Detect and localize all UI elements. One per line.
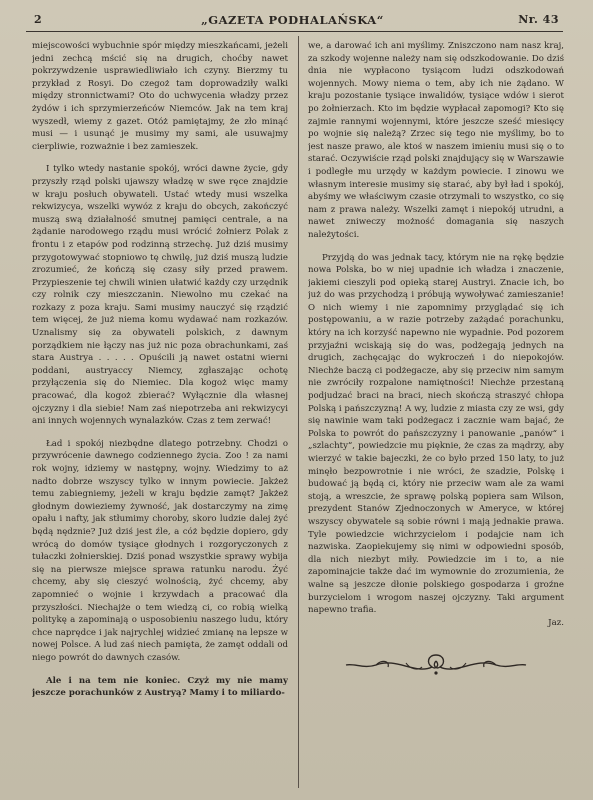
right-paragraph-2: Przyjdą do was jednak tacy, którym nie na rękę będzie nowa Polska, bo w niej upadnie ich władza i znaczenie, jakiemi cieszyli pod opieką starej Austryi. Znacie ich, bo już do was przychodzą i próbują wywoływać zamieszanie! O nich wiemy i nie zapomnimy przyglądać się ich postępowaniu, a w razie potrzeby zażądać porachunku, który na ich korzyść napewno nie wypadnie. Pod pozorem przyjaźni wciskają się do was, podżegają jednych na drugich, zachęcając do wykroczeń i do niepokojów. Niechże baczą ci podżegacze, aby się przeciw nim samym nie zwróciły rozpalone namiętności! Niechże przestaną podjudzać braci na braci, niech skończą straszyć chłopa Polską i pańszczyzną! A wy, ludzie z miasta czy ze wsi, gdy się nawinie wam taki podżegacz i zacznie wam bajać, że Polska to powrót do pańszczyzny i panowanie „panów“ i „szlachty“, powiedzcie mu pięknie, że czas za mądrzy, aby wierzyć w takie bajeczki, że co było przed 150 laty, to już minęło bezpowrotnie i nie wróci, że szadzie, Polskę i budować ją będą ci, który nie przeciw wam ale za wami stoją, a wreszcie, że sprawę polską popiera sam Wilson, prezydent Stanów Zjednoczonych w Ameryce, w której wszyscy obywatele są sobie równi i mają jednakie prawa. Tyle powiedzcie wichrzycielom i podajcie nam ich nazwiska. Zaopiekujemy się nimi w odpowiedni sposób, dla nich niezbyt miły. Powiedzcie im i to, a nie zapominajcie także dać im wymownie do zrozumienia, że walne są jeszcze dłonie polskiego gospodarza i groźne burzycielom i wrogom naszej ojczyzny. Taki argument napewno trafia. [308, 252, 564, 616]
left-paragraph-4: Ale i na tem nie koniec. Czyż my nie mamy jeszcze porachunków z Austryą? Mamy i to miliardo- [32, 675, 288, 699]
issue-number: Nr. 43 [518, 13, 559, 26]
page-number: 2 [34, 13, 43, 26]
left-paragraph-2: I tylko wtedy nastanie spokój, wróci dawne życie, gdy przyszły rząd polski ujawszy władzę w swe ręce znajdzie w kraju posłuch obywateli. Ustać wtedy musi wszelka rekwizycya, wszelki wywóz z kraju do obcych, zakończyć muszą swą działalność smutnej pamięci centrale, a na żądanie narodowego rządu musi wrócić żołnierz Polak z frontu i z etapów pod rodzinną strzechę. Już dziś musimy przygotowywać stopniowo tę chwilę, już dziś muszą ludzie zrozumieć, że kończą się czasy siły przed prawem. Przypieszenie tej chwili winien ułatwić każdy czy urzędnik czy rolnik czy mieszczanin. Niewolno mu czekać na rozkazy z poza kraju. Sami musimy nauczyć się rządzić tem więcej, że już niema komu wydawać nam rozkazów. Uznalismy się za obywateli polskich, z dawnym porządkiem nie łączy nas już nic poza obrachunkami, zaś stara Austrya . . . . . Opuścili ją nawet ostatni wierni poddani, austryaccy Niemcy, zgłaszając ochotę przyłączenia się do Niemiec. Dla kogoż więc mamy pracować, dla kogoż zbierać? Wyłącznie dla własnej ojczyzny i dla siebie! Nam zaś niepotrzeba ani rekwizycyi ani innych wojennych wynalazków. Czas z tem zerwać! [32, 164, 288, 427]
newspaper-title: „GAZETA PODHALAŃSKA“ [201, 13, 384, 27]
column-divider [298, 36, 299, 788]
left-paragraph-1: miejscowości wybuchnie spór między mieszkańcami, jeżeli jedni zechcą mścić się na drugich, choćby nawet pokrzywdzenie usprawiedliwiało ich czyny. Bierzmy tu przykład z Rosyi. Do czegoż tam doprowadziły walki między stronnictwami? Oto do uchwycenia władzy przez żydów i ich sprzymierzeńców Niemców. Jak na tem kraj wyszedł, wiemy z gazet. Otóż pamiętajmy, że zło minąć musi — i usunąć je musimy my sami, ale usuwajmy cierpliwie, rozważnie i bez zamieszek. [32, 41, 288, 152]
header-rule [26, 31, 563, 32]
ornament-divider-icon [336, 649, 536, 679]
right-paragraph-1: we, a darować ich ani myślimy. Zniszczono nam nasz kraj, za szkody wojenne należy nam się odszkodowanie. Do dziś dnia nie wypłacono tysiącom ludzi odszkodowań wojennych. Mowy niema o tem, aby ich nie żądano. W kraju pozostanie tysiące inwalidów, tysiące wdów i sierot po żołnierzach. Kto im będzie wypłacał zapomogi? Kto się zajmie rannymi wojennymi, które jeszcze sześć miesięcy po wojnie się należą? Zrzec się tego nie myślimy, bo to jest nasze prawo, ale ktoś w naszem imieniu musi się o to starać. Oczywiście rząd polski znajdujący się w Warszawie i podległe mu urzędy w każdym powiecie. I zinowu we własnym interesie musimy się starać, aby był ład i spokój, abyśmy we właściwym czasie otrzymali to wszystko, co się nam z prawa należy. Wszelki zamęt i niepokój utrudni, a nawet zniweczy możność domagania się naszych należytości. [308, 41, 564, 240]
author-signature: Jaz. [548, 617, 564, 628]
right-column [308, 40, 564, 796]
left-paragraph-3: Ład i spokój niezbędne dlatego potrzebny. Chodzi o przywrócenie dawnego codziennego życia. Zoo ! za nami rok wojny, idziemy w następny, wojny. Wiedzimy to aż nadto dobrze wszyscy tylko w innym powiecie. Jakżeż temu zabiegniemy, jeżeli w kraju będzie zamęt? Jakżeż głodnym dowieziemy żywność, jak dostarczymy na zimę opału i nafty, jak stłumimy choroby, skoro ludzie dalej żyć będą nędznie? Już dziś jest źle, a cóż będzie dopiero, gdy wrócą do domów tysiące głodnych i rozgoryczonych z tułaczki żołnierskiej. Dziś ponad wszystkie sprawy wybija się na pierwsze miejsce sprawa ratunku narodu. Żyć chcemy, aby się cieszyć wolnością, żyć chcemy, aby zapomnieć o wojnie i krzywdach a pracować dla przyszłości. Niechajże o tem wiedzą ci, co robią wielką politykę a zapominają o usposobieniu naszego ludu, który chce naprędce i jak najrychlej widzieć zmianę na lepsze w nowej Polsce. A lud zaś niech pamięta, że zamęt oddali od niego powrót do dawnych czasów. [32, 438, 288, 663]
page-header [26, 10, 559, 32]
left-column [32, 40, 288, 796]
